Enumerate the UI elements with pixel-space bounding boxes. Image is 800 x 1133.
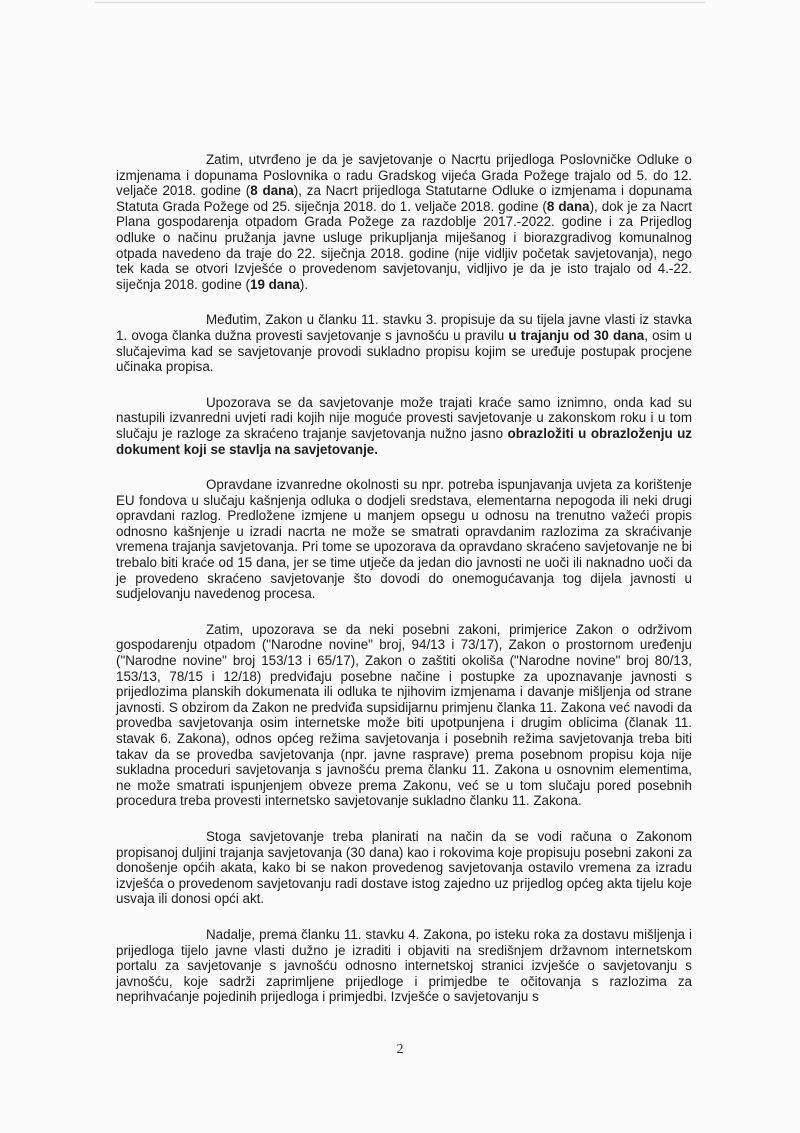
text-run: ). xyxy=(299,276,309,292)
bold-text-run: u trajanju od 30 dana xyxy=(508,327,645,343)
paragraph-consultation-durations xyxy=(116,152,692,292)
text-run: Opravdane izvanredne okolnosti su npr. potreba ispunjavanja uvjeta za korištenje EU fondova u slučaju kašnjenja odluka o dodjeli sredstava, elementarna nepogoda ili neki drugi opravdani razlog. Predložene izmjene u manjem opsegu u odnosu na trenutno važeći propis odnosno kašnjenje u izradi nacrta ne može se smatrati opravdanim razlozima za skraćivanje vremena trajanja savjetovanja. Pri tome se upozorava da opravdano skraćeno savjetovanje ne bi trebalo biti kraće od 15 dana, jer se time utječe da jedan dio javnosti ne uoči ili naknadno uoči da je provedeno skraćeno savjetovanje što dovodi do onemogućavanja tog dijela javnosti u sudjelovanju navedenog procesa. xyxy=(116,477,692,602)
bold-text-run: 19 dana xyxy=(250,276,300,292)
paragraph-extraordinary-circumstances xyxy=(116,477,692,602)
paragraph-special-laws xyxy=(116,622,692,809)
text-run: Zatim, utvrđeno je da je savjetovanje o Nacrtu prijedloga Poslovničke Odluke o izmjenama i dopunama Poslovnika o radu Gradskog vijeća Grada Požege trajalo od 5. do 12. veljače 2018. godine ( xyxy=(116,152,692,199)
paragraph-shortened-consultation-warning xyxy=(116,395,692,457)
text-run: Nadalje, prema članku 11. stavku 4. Zakona, po isteku roka za dostavu mišljenja i prijedloga tijelo javne vlasti dužno je izraditi i objaviti na središnjem državnom internetskom portalu za savjetovanje s javnošću odnosno internetskoj stranici izvješće o savjetovanju s javnošću, koje sadrži zaprimljene prijedloge i primjedbe te očitovanja s razlozima za neprihvaćanje pojedinih prijedloga i primjedbi. Izvješće o savjetovanju s xyxy=(116,926,692,1005)
document-body xyxy=(116,152,692,1005)
text-run: Stoga savjetovanje treba planirati na način da se vodi računa o Zakonom propisanoj duljini trajanja savjetovanja (30 dana) kao i rokovima koje propisuju posebni zakoni za donošenje općih akata, kako bi se nakon provedenog savjetovanja ostavilo vremena za izradu izvješća o provedenom savjetovanju radi dostave istog zajedno uz prijedlog općeg akta tijelu koje usvaja ili donosi opći akt. xyxy=(116,828,692,907)
bold-text-run: 8 dana xyxy=(546,198,590,214)
text-run: ), dok je za Nacrt Plana gospodarenja otpadom Grada Požege za razdoblje 2017.-2022. godine i za Prijedlog odluke o načinu pružanja javne usluge prikupljanja miješanog i biorazgradivog komunalnog otpada navedeno da traje do 22. siječnja 2018. godine (nije vidljiv početak savjetovanja), nego tek kada se otvori Izvješće o provedenom savjetovanju, vidljivo je da je isto trajalo od 4.-22. siječnja 2018. godine ( xyxy=(116,198,692,292)
text-run: ), za Nacrt prijedloga Statutarne Odluke o izmjenama i dopunama Statuta Grada Požege od 25. siječnja 2018. do 1. veljače 2018. godine ( xyxy=(116,183,692,214)
bold-text-run: 8 dana xyxy=(250,183,294,199)
bold-text-run: obrazložiti u obrazloženju uz dokument koji se stavlja na savjetovanje. xyxy=(116,425,692,457)
scan-top-edge xyxy=(95,2,705,3)
paragraph-law-article-11-stavak-3 xyxy=(116,312,692,374)
page-number: 2 xyxy=(396,1042,404,1057)
text-run: Zatim, upozorava se da neki posebni zakoni, primjerice Zakon o održivom gospodarenju otpadom ("Narodne novine" broj, 94/13 i 73/17), Zakon o prostornom uređenju ("Narodne novine" broj 153/13 i 65/17), Zakon o zaštiti okoliša ("Narodne novine" broj 80/13, 153/13, 78/15 i 12/18) predviđaju posebne načine i postupke za upoznavanje javnosti s prijedlozima planskih dokumenata ili odluka te njihovim izmjenama i davanje mišljenja od strane javnosti. S obzirom da Zakon ne predviđa supsidijarnu primjenu članka 11. Zakona već navodi da provedba savjetovanja osim internetske može biti upotpunjena i drugim oblicima (članak 11. stavak 6. Zakona), odnos općeg režima savjetovanja i posebnih režima savjetovanja treba biti takav da se provedba savjetovanja (npr. javne rasprave) prema posebnom propisu koja nije sukladna proceduri savjetovanja s javnošću prema članku 11. Zakona u osnovnim elementima, ne može smatrati ispunjenjem obveze prema Zakonu, već se u tom slučaju pored posebnih procedura treba provesti internetsko savjetovanje sukladno članku 11. Zakona. xyxy=(116,621,692,809)
text-run: , osim u slučajevima kad se savjetovanje provodi sukladno propisu kojim se uređuje postupak procjene učinaka propisa. xyxy=(116,327,693,375)
text-run: Upozorava se da savjetovanje može trajati kraće samo iznimno, onda kad su nastupili izvanredni uvjeti radi kojih nije moguće provesti savjetovanje u zakonskom roku i u tom slučaju je razloge za skraćeno trajanje savjetovanja nužno jasno xyxy=(116,394,692,441)
paragraph-planning-consultation xyxy=(116,829,692,907)
text-run: Međutim, Zakon u članku 11. stavku 3. propisuje da su tijela javne vlasti iz stavka 1. ovoga članka dužna provesti savjetovanje s javnošću u pravilu xyxy=(116,312,692,343)
paragraph-consultation-report xyxy=(116,927,692,1005)
